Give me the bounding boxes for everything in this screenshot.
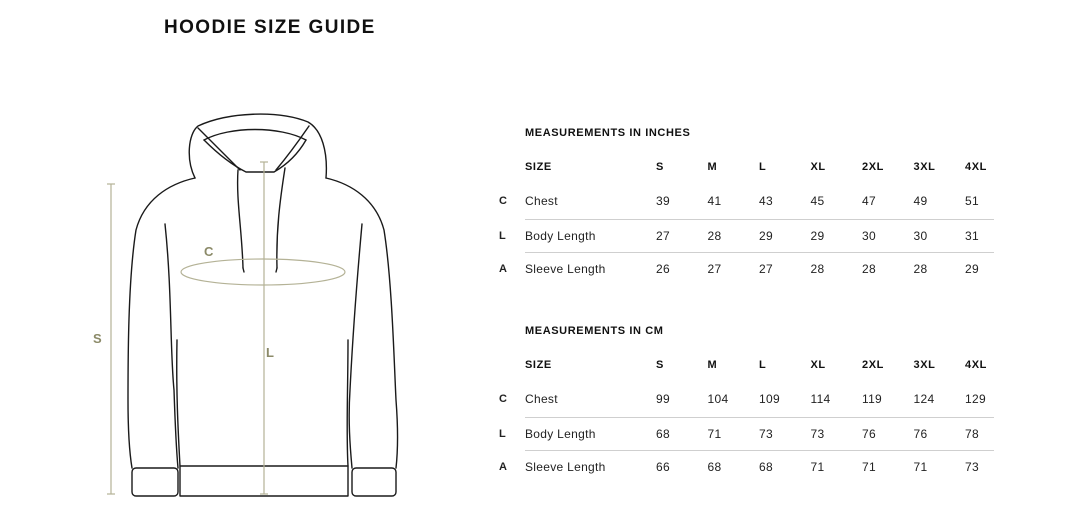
page-title: HOODIE SIZE GUIDE [164, 17, 376, 38]
header-cell: 2XL [862, 359, 884, 371]
table-cell: 73 [811, 418, 863, 451]
table-cell: 29 [811, 220, 863, 253]
measure-label: Sleeve Length [525, 253, 656, 286]
table-row [497, 418, 994, 451]
measure-code: A [499, 262, 508, 275]
chest-measure-ellipse [181, 259, 345, 285]
right-sleeve-inner [349, 224, 362, 468]
table-cell: 43 [759, 194, 773, 208]
header-cell: SIZE [525, 359, 552, 371]
table-cell: 29 [759, 220, 811, 253]
table-cell: 119 [862, 392, 883, 406]
table-header-row [497, 151, 994, 183]
measure-code: C [499, 393, 508, 406]
table-cell: 71 [914, 451, 966, 484]
table-cell: 124 [913, 392, 935, 406]
header-cell: XL [810, 359, 826, 371]
table-cell: 39 [656, 194, 670, 208]
header-cell: L [759, 161, 767, 173]
table-cell: 28 [862, 253, 914, 286]
measure-label: Chest [525, 194, 558, 208]
body-length-label: L [266, 345, 274, 360]
measure-code: L [499, 428, 507, 440]
table-header-row [497, 349, 994, 381]
measure-code: A [499, 460, 508, 473]
table-cell: 51 [965, 194, 979, 208]
right-cuff [352, 468, 396, 496]
table-cell: 71 [862, 451, 914, 484]
header-cell: 4XL [965, 359, 987, 371]
table-row [497, 183, 994, 220]
table-cell: 47 [862, 194, 876, 208]
table-cell: 68 [708, 451, 760, 484]
table-cell: 49 [913, 194, 928, 208]
table-cell: 129 [965, 392, 986, 406]
cm-title: MEASUREMENTS IN CM [525, 325, 664, 337]
table-cell: 28 [914, 253, 966, 286]
measure-code: L [499, 230, 507, 242]
table-cell: 28 [811, 253, 863, 286]
table-cell: 76 [914, 418, 966, 451]
table-cell: 73 [965, 451, 994, 484]
table-row [497, 381, 994, 418]
measure-label: Body Length [525, 220, 656, 253]
sleeve-length-label: S [93, 331, 102, 346]
right-sleeve-outer [326, 178, 398, 468]
header-cell: 2XL [862, 161, 884, 173]
drawstring-left [238, 170, 243, 268]
header-cell: 3XL [913, 359, 936, 371]
table-cell: 99 [656, 392, 670, 406]
table-cell: 45 [810, 194, 825, 208]
drawstring-right [277, 168, 285, 268]
table-cell: 71 [708, 418, 760, 451]
table-cell: 76 [862, 418, 914, 451]
table-row [497, 220, 994, 253]
inches-table [497, 151, 994, 285]
table-cell: 30 [862, 220, 914, 253]
header-cell: SIZE [525, 161, 552, 173]
table-row [497, 253, 994, 286]
header-cell: S [656, 161, 664, 173]
left-sleeve-outer [128, 178, 195, 468]
table-cell: 114 [810, 392, 831, 406]
table-cell: 27 [759, 253, 811, 286]
table-cell: 104 [707, 392, 729, 406]
table-cell: 28 [708, 220, 760, 253]
measure-code: C [499, 195, 508, 208]
table-cell: 27 [708, 253, 760, 286]
table-cell: 71 [811, 451, 863, 484]
table-row [497, 451, 994, 484]
table-cell: 109 [759, 392, 780, 406]
table-cell: 41 [707, 194, 722, 208]
table-cell: 26 [656, 253, 708, 286]
cm-table [497, 349, 994, 483]
table-cell: 30 [914, 220, 966, 253]
left-cuff [132, 468, 178, 496]
header-cell: L [759, 359, 767, 371]
left-sleeve-inner [165, 224, 178, 468]
table-cell: 27 [656, 220, 708, 253]
inches-title: MEASUREMENTS IN INCHES [525, 127, 691, 139]
table-cell: 73 [759, 418, 811, 451]
table-cell: 31 [965, 220, 994, 253]
chest-label: C [204, 244, 214, 259]
measure-label: Chest [525, 392, 558, 406]
header-cell: S [656, 359, 664, 371]
hoodie-diagram [80, 100, 410, 510]
measure-label: Body Length [525, 418, 656, 451]
table-cell: 29 [965, 253, 994, 286]
table-cell: 66 [656, 451, 708, 484]
header-cell: 4XL [965, 161, 987, 173]
header-cell: M [707, 161, 718, 173]
header-cell: XL [810, 161, 826, 173]
table-cell: 68 [656, 418, 708, 451]
table-cell: 68 [759, 451, 811, 484]
header-cell: M [707, 359, 718, 371]
header-cell: 3XL [913, 161, 936, 173]
measure-label: Sleeve Length [525, 451, 656, 484]
hood-opening [204, 130, 306, 141]
table-cell: 78 [965, 418, 994, 451]
